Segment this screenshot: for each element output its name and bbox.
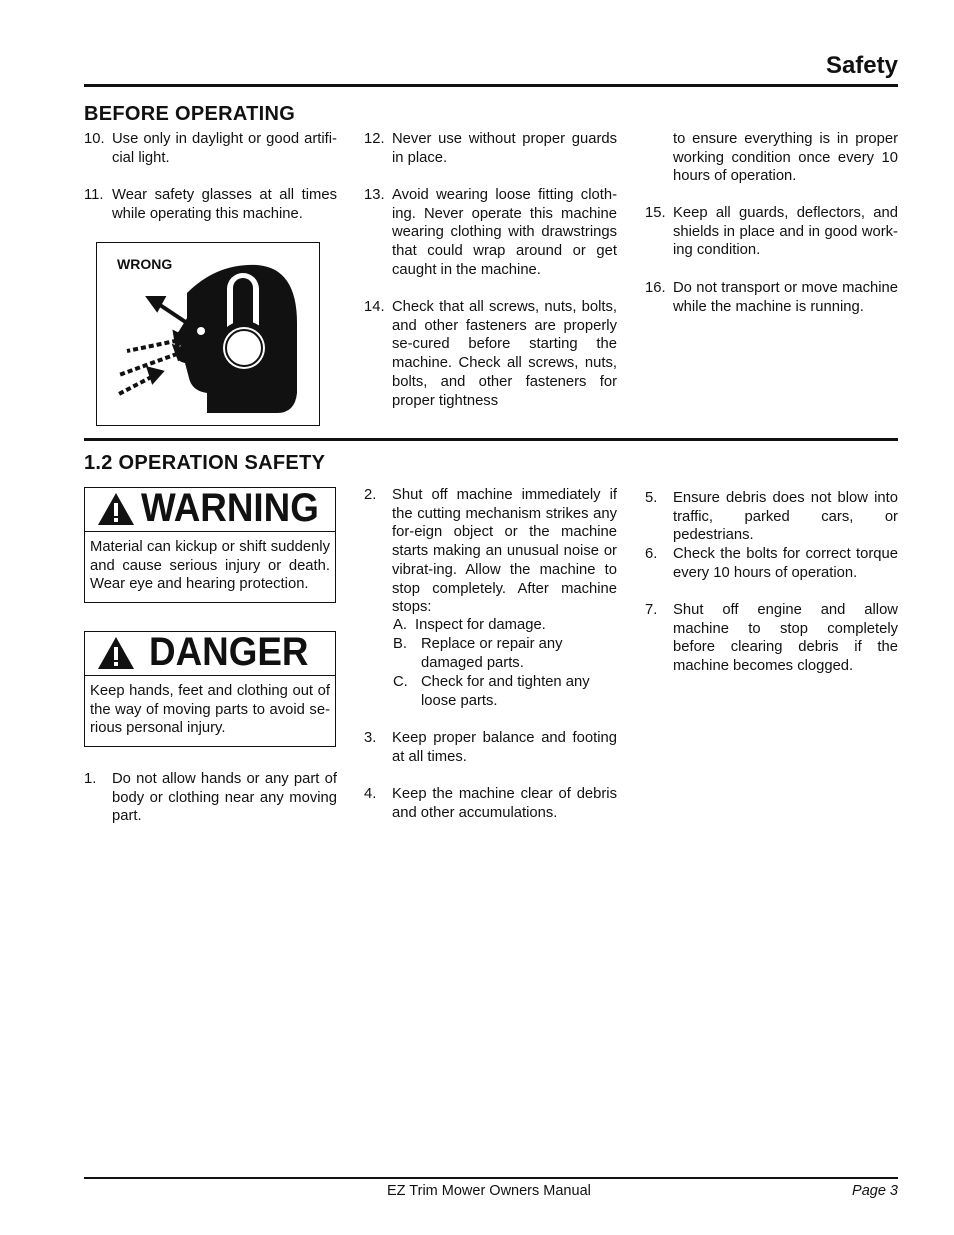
warning-sign <box>84 487 336 603</box>
item-number: 7. <box>645 602 658 618</box>
danger-sign-header <box>85 632 335 676</box>
item-number: 5. <box>645 490 658 506</box>
footer-page-number: Page 3 <box>852 1183 898 1199</box>
danger-sign-word: DANGER <box>149 630 309 674</box>
item-text: Do not transport or move machine while the machine is running. <box>673 280 898 315</box>
item-text: Avoid wearing loose fitting cloth-ing. Never operate this machine wearing clothing with drawstrings that could wrap around or get caught in the machine. <box>392 187 617 278</box>
list-item <box>364 785 617 822</box>
footer-rule <box>84 1177 898 1179</box>
list-item <box>84 130 337 167</box>
page-header-title: Safety <box>825 52 898 79</box>
list-item <box>364 486 617 617</box>
item-number: 4. <box>364 786 377 802</box>
list-item <box>645 601 898 676</box>
sub-item-letter: C. <box>393 674 408 690</box>
illustration-label: WRONG <box>117 256 173 272</box>
warning-sign-header <box>85 488 335 532</box>
item-number: 10. <box>84 131 105 147</box>
list-item-continued <box>645 130 898 186</box>
danger-sign-text: Keep hands, feet and clothing out of the way of moving parts to avoid se-rious personal injury. <box>90 683 330 737</box>
list-item <box>84 186 337 223</box>
list-item <box>364 186 617 280</box>
header-rule <box>84 84 898 87</box>
item-text: Shut off engine and allow machine to stop completely before clearing debris if the machine becomes clogged. <box>673 602 898 675</box>
warning-sign-text: Material can kickup or shift suddenly and cause serious injury or death. Wear eye and hearing protection. <box>90 539 330 593</box>
item-number: 2. <box>364 487 377 503</box>
item-number: 14. <box>364 299 385 315</box>
item-number: 3. <box>364 730 377 746</box>
item-text: Keep proper balance and footing at all times. <box>392 730 617 765</box>
item-text: Keep the machine clear of debris and other accumulations. <box>392 786 617 821</box>
section-heading-before-operating: BEFORE OPERATING <box>84 103 296 125</box>
item-text: to ensure everything is in proper working condition once every 10 hours of operation. <box>673 131 898 185</box>
list-item <box>364 130 617 167</box>
warning-triangle-icon <box>97 492 135 526</box>
section-heading-operation-safety: 1.2 OPERATION SAFETY <box>84 452 326 474</box>
sub-item-letter: A. <box>393 617 407 633</box>
list-item <box>364 298 617 410</box>
item-number: 15. <box>645 205 666 221</box>
item-number: 6. <box>645 546 658 562</box>
list-item <box>645 204 898 260</box>
wrong-illustration <box>96 242 320 426</box>
list-item <box>645 545 898 582</box>
item-text: Keep all guards, deflectors, and shields in place and in good work-ing condition. <box>673 205 898 259</box>
item-text: Check that all screws, nuts, bolts, and other fasteners are properly se-cured before starting the machine. Check all screws, nuts, bolts, and other fasteners for proper tightness <box>392 299 617 409</box>
list-item <box>84 770 337 826</box>
list-item <box>645 489 898 545</box>
list-item <box>364 729 617 766</box>
item-number: 12. <box>364 131 385 147</box>
warning-sign-word: WARNING <box>141 486 319 530</box>
danger-triangle-icon <box>97 636 135 670</box>
item-number: 16. <box>645 280 666 296</box>
sub-list-item <box>393 616 623 635</box>
sub-item-text: Inspect for damage. <box>415 617 546 633</box>
item-text: Wear safety glasses at all times while operating this machine. <box>112 187 337 222</box>
item-text: Check the bolts for correct torque every 10 hours of operation. <box>673 546 898 581</box>
footer-manual-title: EZ Trim Mower Owners Manual <box>387 1183 591 1199</box>
sub-list-item <box>393 673 593 710</box>
sub-item-text: Check for and tighten any loose parts. <box>421 674 590 709</box>
item-text: Do not allow hands or any part of body or clothing near any moving part. <box>112 771 337 825</box>
list-item <box>645 279 898 316</box>
danger-sign <box>84 631 336 747</box>
head-with-ear-protection-icon <box>97 243 319 425</box>
item-text: Use only in daylight or good artifi-cial light. <box>112 131 337 166</box>
item-text: Never use without proper guards in place. <box>392 131 617 166</box>
sub-item-text: Replace or repair any damaged parts. <box>421 636 563 671</box>
section-rule <box>84 438 898 441</box>
item-text: Shut off machine immediately if the cutting mechanism strikes any for-eign object or the machine starts making an unusual noise or vibrat-ing. Allow the machine to stop completely. After machine stops: <box>392 487 617 616</box>
item-number: 1. <box>84 771 97 787</box>
sub-list-item <box>393 635 583 672</box>
item-text: Ensure debris does not blow into traffic, parked cars, or pedestrians. <box>673 490 898 544</box>
sub-item-letter: B. <box>393 636 407 652</box>
item-number: 13. <box>364 187 385 203</box>
item-number: 11. <box>84 187 104 203</box>
